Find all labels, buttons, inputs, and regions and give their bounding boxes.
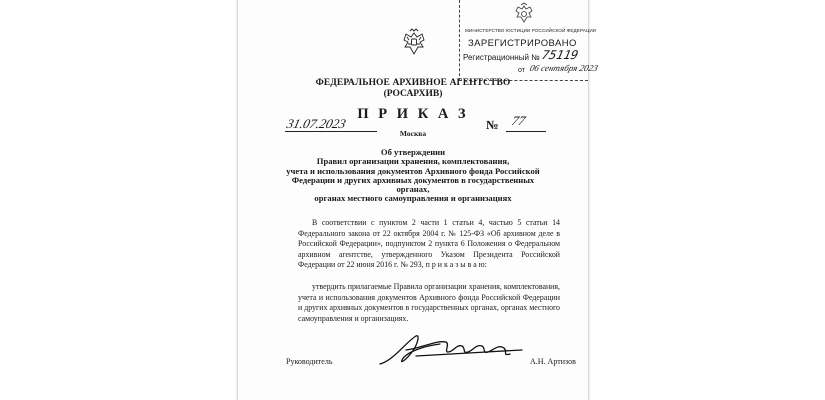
stamp-title: ЗАРЕГИСТРИРОВАНО [468, 38, 577, 49]
order-date: 31.07.2023 [285, 116, 348, 131]
stamp-reg-label: Регистрационный № [463, 53, 540, 62]
registration-stamp [459, 0, 600, 81]
title-line-3: учета и использования документов Архивного фонда Российской [286, 165, 540, 176]
stamp-from-label: от [518, 67, 525, 74]
body-paragraph-2: утвердить прилагаемые Правила организации хранения, комплектования, учета и использования документов Архивного фонда Российской Федерации и других архивных документов в государственных органах, органах местного самоуправления и организациях. [298, 282, 560, 323]
title-line-2: Правил организации хранения, комплектования, [316, 156, 510, 167]
body-paragraph-1: В соответствии с пунктом 2 части 1 статьи 4, частью 5 статьи 14 Федерального закона от 22 октября 2004 г. № 125-ФЗ «Об архивном деле в Российской Федерации», подпунктом 2 пункта 6 Положения о Федеральном архивном агентстве, утвержденного Указом Президента Российской Федерации от 22 июня 2016 г. № 293, п р и к а з ы в а ю: [298, 218, 560, 270]
order-number: 77 [510, 113, 527, 128]
coat-of-arms-icon [402, 28, 426, 56]
order-title [278, 148, 548, 204]
number-label: № [486, 118, 499, 132]
title-line-5: органах местного самоуправления и организациях [314, 193, 512, 204]
city: Москва [399, 129, 427, 138]
document-page [237, 0, 600, 400]
stamp-reg-date: 06 сентября 2023 [528, 63, 600, 73]
title-line-4: Федерации и других архивных документов в государственных органах, [291, 174, 535, 195]
signatory-name: А.Н. Артизов [530, 357, 576, 366]
signature-label: Руководитель [286, 357, 333, 366]
number-underline [506, 131, 546, 132]
agency-short-name: (РОСАРХИВ) [383, 89, 443, 99]
title-line-1: Об утверждении [380, 147, 446, 157]
handwritten-signature [376, 330, 526, 370]
stamp-ministry: МИНИСТЕРСТВО ЮСТИЦИИ РОССИЙСКОЙ ФЕДЕРАЦИИ [465, 28, 597, 33]
stamp-reg-number: 75119 [540, 48, 580, 62]
coat-of-arms-small-icon [512, 2, 536, 26]
agency-name: ФЕДЕРАЛЬНОЕ АРХИВНОЕ АГЕНТСТВО [315, 78, 511, 88]
document-type: П Р И К А З [357, 106, 469, 122]
